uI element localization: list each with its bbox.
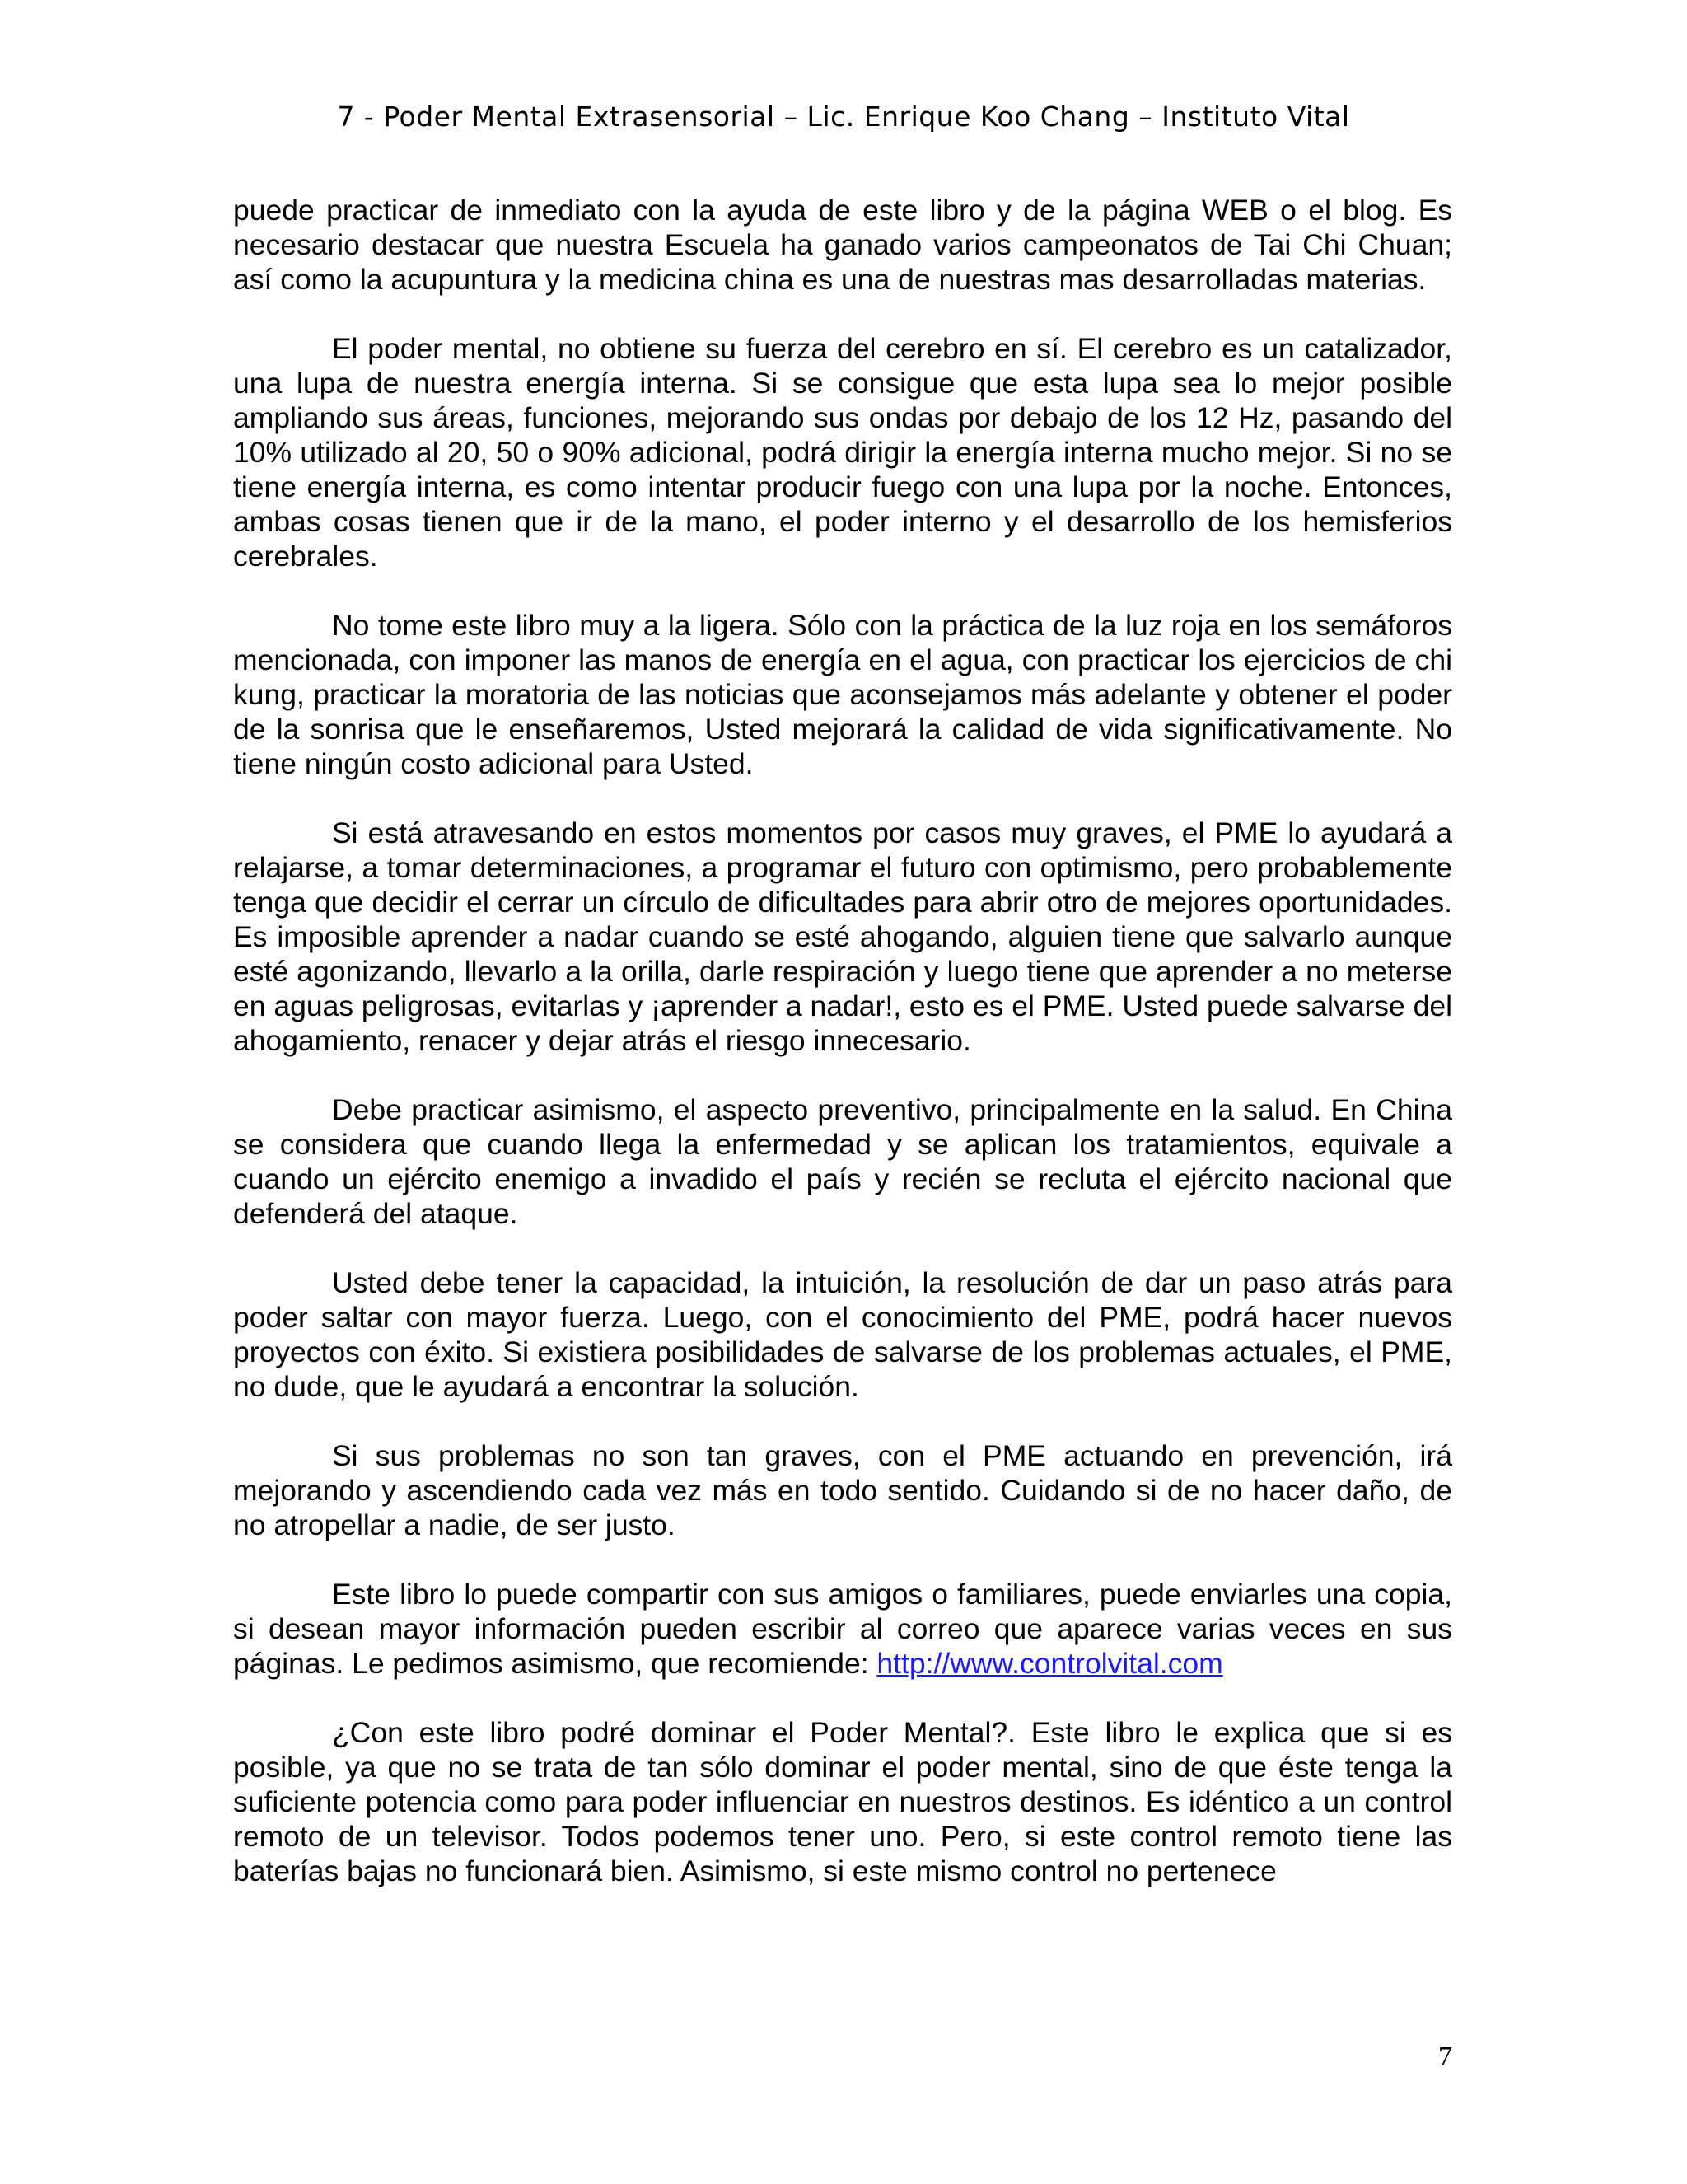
paragraph-no-tome: No tome este libro muy a la ligera. Sólo con la práctica de la luz roja en los semáforos mencionada, con imponer las manos de energía en el agua, con practicar los ejercicios de chi kung, practicar la moratoria de las noticias que aconsejamos más adelante y obtener el poder de la sonrisa que le enseñaremos, Usted mejorará la calidad de vida significativamente. No tiene ningún costo adicional para Usted. bbox=[233, 609, 1452, 780]
page-number: 7 bbox=[1438, 2041, 1452, 2072]
paragraph-capacidad: Usted debe tener la capacidad, la intuición, la resolución de dar un paso atrás para poder saltar con mayor fuerza. Luego, con el conocimiento del PME, podrá hacer nuevos proyectos con éxito. Si existiera posibilidades de salvarse de los problemas actuales, el PME, no dude, que le ayudará a encontrar la solución. bbox=[233, 1266, 1452, 1403]
paragraph-preventivo: Debe practicar asimismo, el aspecto preventivo, principalmente en la salud. En China se considera que cuando llega la enfermedad y se aplican los tratamientos, equivale a cuando un ejército enemigo a invadido el país y recién se recluta el ejército nacional que defenderá del ataque. bbox=[233, 1093, 1452, 1230]
paragraph-poder-mental: El poder mental, no obtiene su fuerza del cerebro en sí. El cerebro es un catalizador, una lupa de nuestra energía interna. Si se consigue que esta lupa sea lo mejor posible ampliando sus áreas, funciones, mejorando sus ondas por debajo de los 12 Hz, pasando del 10% utilizado al 20, 50 o 90% adicional, podrá dirigir la energía interna mucho mejor. Si no se tiene energía interna, es como intentar producir fuego con una lupa por la noche. Entonces, ambas cosas tienen que ir de la mano, el poder interno y el desarrollo de los hemisferios cerebrales. bbox=[233, 332, 1452, 573]
paragraph-compartir-text: Este libro lo puede compartir con sus amigos o familiares, puede enviarles una copia, si desean mayor información pueden escribir al correo que aparece varias veces en sus páginas. Le pedimos asimismo, que recomiende: bbox=[233, 1578, 1452, 1680]
paragraph-dominar: ¿Con este libro podré dominar el Poder Mental?. Este libro le explica que si es posible, ya que no se trata de tan sólo dominar el poder mental, sino de que éste tenga la suficiente potencia como para poder influenciar en nuestros destinos. Es idéntico a un control remoto de un televisor. Todos podemos tener uno. Pero, si este control remoto tiene las baterías bajas no funcionará bien. Asimismo, si este mismo control no pertenece bbox=[233, 1716, 1452, 1887]
paragraph-compartir bbox=[233, 1577, 1452, 1681]
paragraph-prevencion: Si sus problemas no son tan graves, con el PME actuando en prevención, irá mejorando y ascendiendo cada vez más en todo sentido. Cuidando si de no hacer daño, de no atropellar a nadie, de ser justo. bbox=[233, 1439, 1452, 1541]
document-body bbox=[233, 193, 1452, 1888]
paragraph-continuation: puede practicar de inmediato con la ayuda de este libro y de la página WEB o el blog. Es necesario destacar que nuestra Escuela ha ganado varios campeonatos de Tai Chi Chuan; así como la acupuntura y la medicina china es una de nuestras mas desarrolladas materias. bbox=[233, 194, 1452, 296]
running-header: 7 - Poder Mental Extrasensorial – Lic. Enrique Koo Chang – Instituto Vital bbox=[337, 101, 1350, 133]
controlvital-link[interactable]: http://www.controlvital.com bbox=[876, 1647, 1223, 1680]
paragraph-casos-graves: Si está atravesando en estos momentos por casos muy graves, el PME lo ayudará a relajarse, a tomar determinaciones, a programar el futuro con optimismo, pero probablemente tenga que decidir el cerrar un círculo de dificultades para abrir otro de mejores oportunidades. Es imposible aprender a nadar cuando se esté ahogando, alguien tiene que salvarlo aunque esté agonizando, llevarlo a la orilla, darle respiración y luego tiene que aprender a no meterse en aguas peligrosas, evitarlas y ¡aprender a nadar!, esto es el PME. Usted puede salvarse del ahogamiento, renacer y dejar atrás el riesgo innecesario. bbox=[233, 816, 1452, 1057]
